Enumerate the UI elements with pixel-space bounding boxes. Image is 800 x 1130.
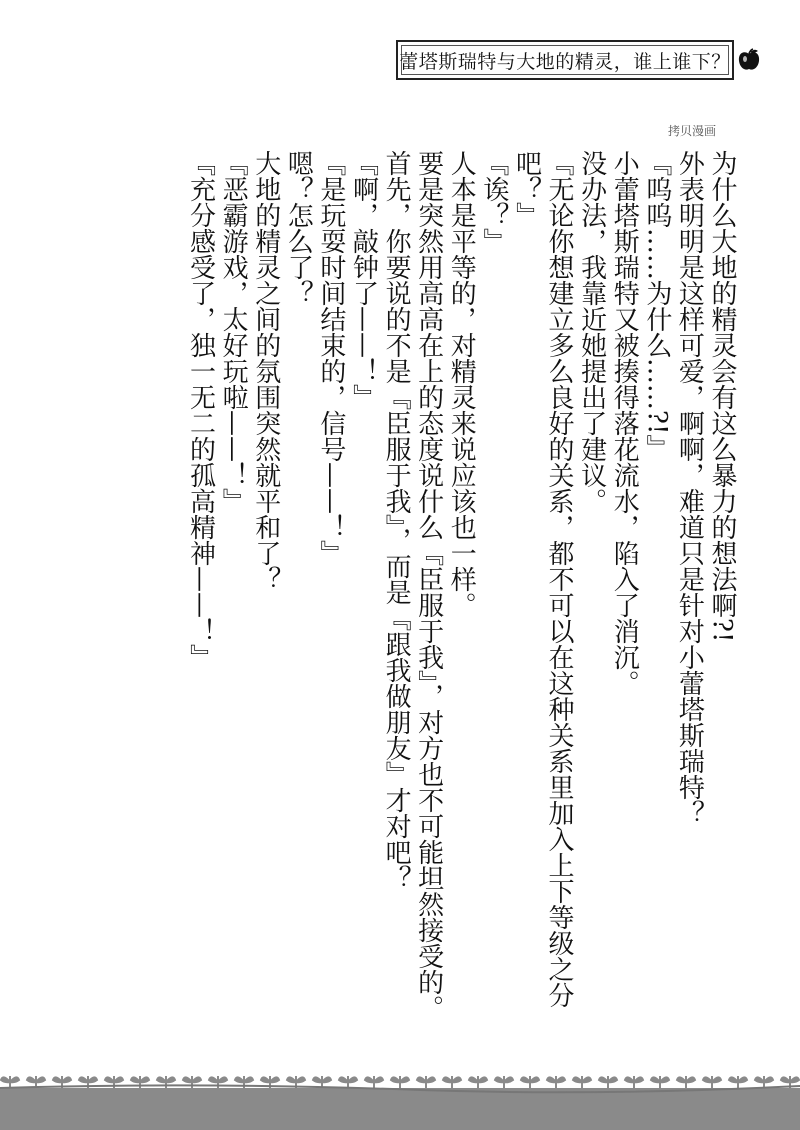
text-line: 小蕾塔斯瑞特又被揍得落花流水，陷入了消沉。 bbox=[609, 150, 640, 696]
text-line: 没办法，我靠近她提出了建议。 bbox=[576, 150, 607, 514]
chapter-title-box bbox=[396, 40, 734, 80]
text-line: 首先，你要说的不是『臣服于我』，而是『跟我做朋友』才对吧？ bbox=[381, 150, 412, 891]
text-line: 外表明明是这样可爱，啊啊，难道只是针对小蕾塔斯瑞特？ bbox=[674, 150, 705, 826]
chapter-title: 蕾塔斯瑞特与大地的精灵，谁上谁下？ bbox=[399, 50, 731, 73]
text-line: 『恶霸游戏，太好玩啦——！』 bbox=[218, 150, 249, 514]
text-line: 『呜呜……为什么……?!』 bbox=[641, 150, 672, 461]
text-line: 『充分感受了，独一无二的孤高精神——！』 bbox=[185, 150, 216, 670]
novel-text-column bbox=[60, 150, 738, 1030]
apple-icon bbox=[736, 47, 762, 73]
grass-border-icon bbox=[0, 1060, 800, 1130]
scan-credit: 拷贝漫画 bbox=[668, 124, 717, 138]
text-line: 嗯？怎么了？ bbox=[283, 150, 314, 306]
text-line: 『是玩耍时间结束的，信号——！』 bbox=[315, 150, 346, 566]
text-line: 『诶？』 bbox=[478, 150, 509, 254]
text-line: 要是突然用高高在上的态度说什么『臣服于我』，对方也不可能坦然接受的。 bbox=[413, 150, 444, 1021]
text-line: 为什么大地的精灵会有这么暴力的想法啊?! bbox=[707, 150, 737, 643]
text-line: 大地的精灵之间的氛围突然就平和了？ bbox=[250, 150, 281, 592]
text-line: 人本是平等的，对精灵来说应该也一样。 bbox=[446, 150, 477, 618]
text-line: 『啊，敲钟了——！』 bbox=[348, 150, 379, 410]
text-line: 『无论你想建立多么良好的关系，都不可以在这种关系里加入上下等级之分吧？』 bbox=[511, 150, 575, 1008]
